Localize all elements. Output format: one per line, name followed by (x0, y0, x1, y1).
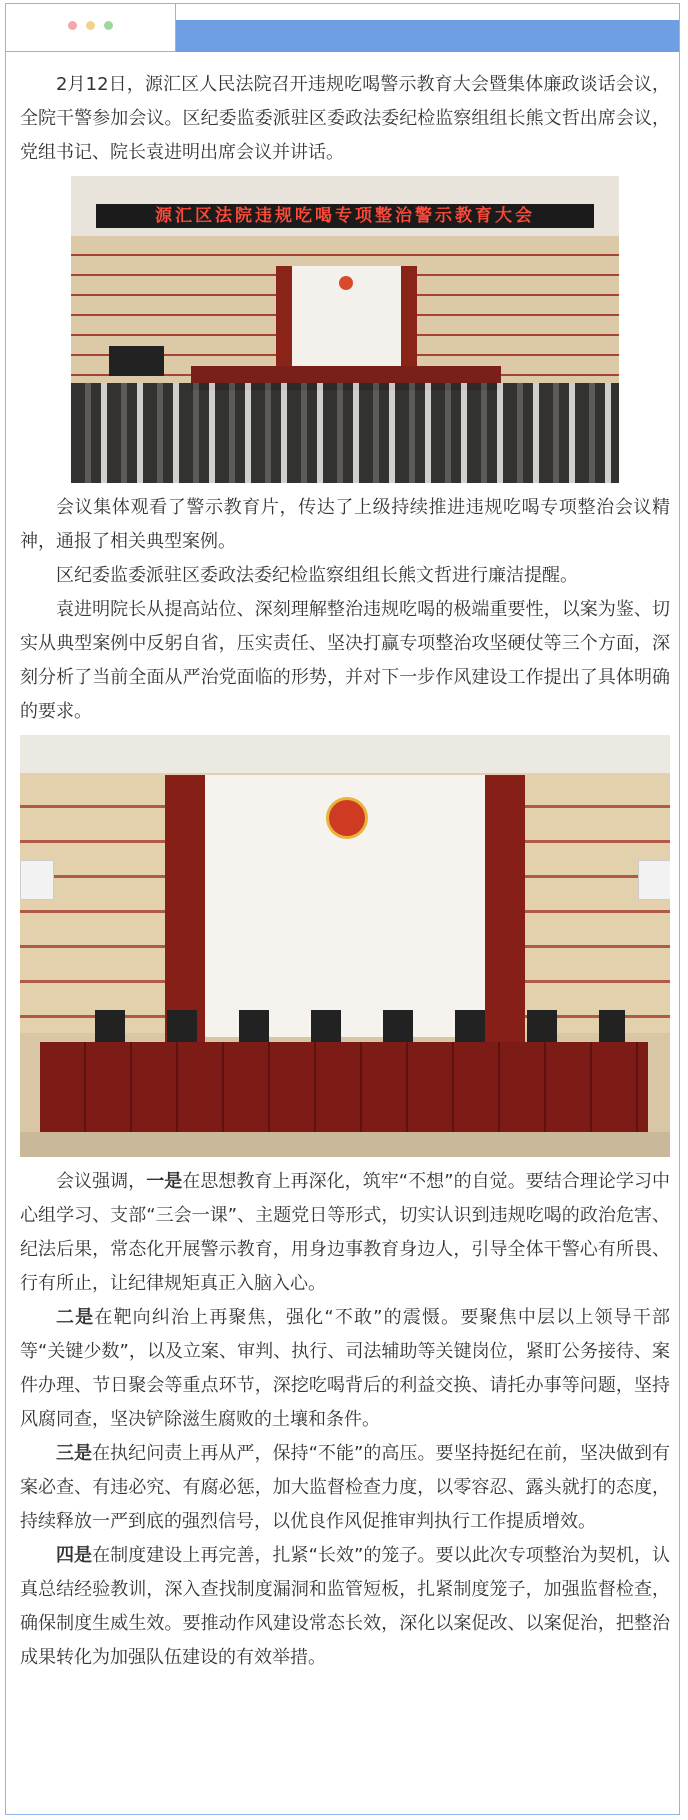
photo-desk (40, 1042, 648, 1132)
paragraph-6 (20, 1301, 670, 1437)
photo-pillar-right (485, 775, 525, 1047)
p5-bold: 一是 (146, 1171, 183, 1192)
p6-rest: 在靶向纠治上再聚焦，强化“不敢”的震慑。要聚焦中层以上领导干部等“关键少数”，以及立案、审判、执行、司法辅助等关键岗位，紧盯公务接待、案件办理、节日聚会等重点环节，深挖吃喝背后的利益交换、请托办事等问题，坚持风腐同查，坚决铲除滋生腐败的土壤和条件。 (20, 1307, 671, 1430)
header-band (176, 20, 679, 52)
p7-rest: 在执纪问责上再从严，保持“不能”的高压。要坚持挺纪在前，坚决做到有案必查、有违必究、有腐必惩，加大监督检查力度，以零容忍、露头就打的态度，持续释放一严到底的强烈信号，以优良作风促推审判执行工作提质增效。 (20, 1443, 671, 1532)
paragraph-1: 2月12日，源汇区人民法院召开违规吃喝警示教育大会暨集体廉政谈话会议，全院干警参加会议。区纪委监委派驻区委政法委纪检监察组组长熊文哲出席会议，党组书记、院长袁进明出席会议并讲话。 (20, 74, 670, 163)
paragraph-3: 区纪委监委派驻区委政法委纪检监察组组长熊文哲进行廉洁提醒。 (56, 565, 578, 586)
red-dot-icon (68, 21, 77, 30)
article-frame (5, 3, 680, 1815)
green-dot-icon (104, 21, 113, 30)
photo-pillar-right (401, 266, 417, 371)
court-emblem-icon (326, 797, 368, 839)
podium-photo (20, 735, 670, 1157)
photo-ceiling (20, 735, 670, 773)
hall-banner: 源汇区法院违规吃喝专项整治警示教育大会 (96, 204, 594, 228)
header-bar (6, 4, 679, 52)
photo-audience (71, 383, 619, 483)
court-emblem-icon (339, 276, 353, 290)
photo-pillar-left (165, 775, 205, 1047)
header-tab (6, 4, 176, 52)
yellow-dot-icon (86, 21, 95, 30)
p5-lead: 会议强调， (56, 1171, 147, 1192)
p7-bold: 三是 (56, 1443, 93, 1464)
p6-bold: 二是 (56, 1307, 95, 1328)
p5-rest: 在思想教育上再深化，筑牢“不想”的自觉。要结合理论学习中心组学习、支部“三会一课”、主题党日等形式，切实认识到违规吃喝的政治危害、纪法后果，常态化开展警示教育，用身边事教育身边人，引导全体干警心有所畏、行有所止，让纪律规矩真正入脑入心。 (20, 1171, 671, 1294)
paragraph-5 (20, 1165, 670, 1301)
photo-pillar-left (276, 266, 292, 371)
photo-floor (20, 1132, 670, 1157)
paragraph-8 (20, 1539, 670, 1675)
paragraph-7 (20, 1437, 670, 1539)
paragraph-2: 会议集体观看了警示教育片，传达了上级持续推进违规吃喝专项整治会议精神，通报了相关典型案例。 (20, 497, 670, 552)
p8-rest: 在制度建设上再完善，扎紧“长效”的笼子。要以此次专项整治为契机，认真总结经验教训，深入查找制度漏洞和监管短板，扎紧制度笼子，加强监督检查，确保制度生威生效。要推动作风建设常态长效，深化以案促改、以案促治，把整治成果转化为加强队伍建设的有效举措。 (20, 1545, 671, 1668)
article-body (20, 68, 670, 1675)
meeting-hall-photo (71, 176, 619, 483)
air-conditioner-icon (638, 860, 670, 900)
paragraph-4: 袁进明院长从提高站位、深刻理解整治违规吃喝的极端重要性，以案为鉴、切实从典型案例中反躬自省，压实责任、坚决打赢专项整治攻坚硬仗等三个方面，深刻分析了当前全面从严治党面临的形势，并对下一步作风建设工作提出了具体明确的要求。 (20, 599, 670, 722)
air-conditioner-icon (20, 860, 54, 900)
photo-screen (109, 346, 164, 376)
p8-bold: 四是 (56, 1545, 93, 1566)
